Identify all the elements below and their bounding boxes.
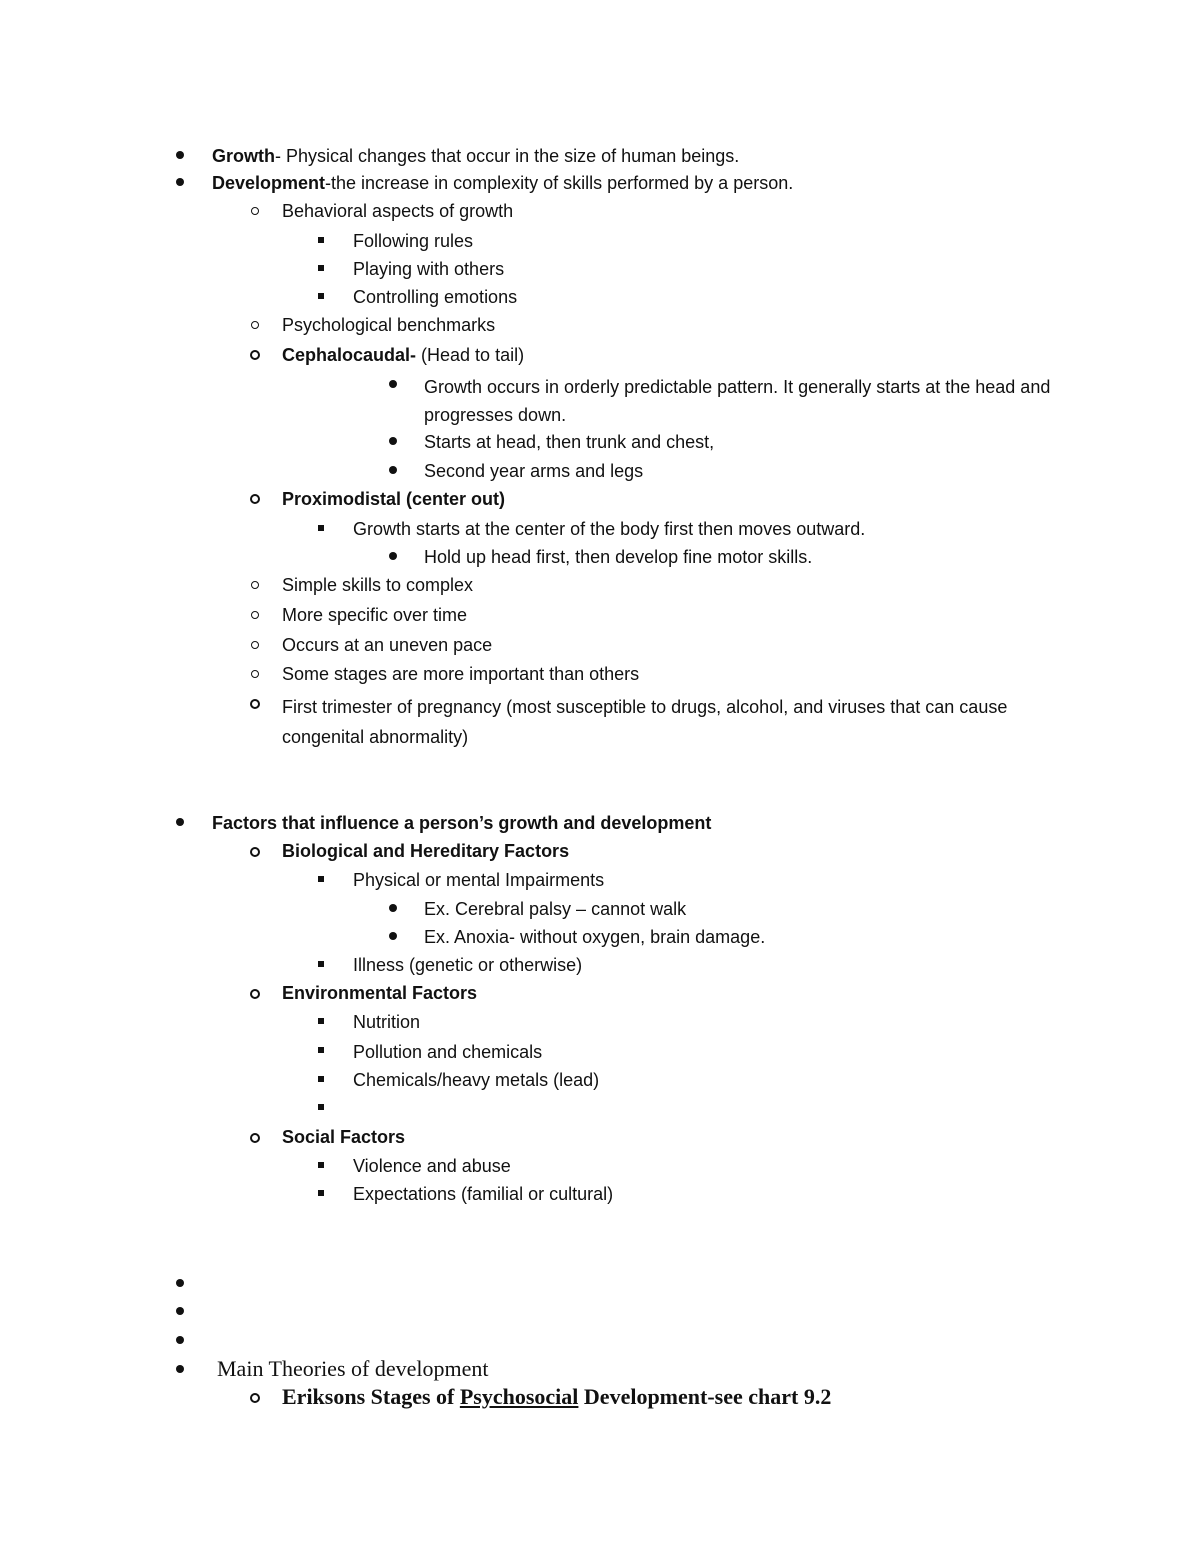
bullet-square-icon [318,525,324,531]
bullet-disc-icon [176,818,184,826]
list-item: Simple skills to complex [282,575,474,595]
bullet-circle-icon [251,581,259,589]
list-item: Starts at head, then trunk and chest, [424,432,715,452]
bullet-disc-icon [389,932,397,940]
list-item: Ex. Cerebral palsy – cannot walk [424,899,687,919]
bullet-circle-icon [250,350,260,360]
bullet-square-icon [318,293,324,299]
development-definition: -the increase in complexity of skills performed by a person. [325,173,794,193]
bullet-square-icon [318,1104,324,1110]
list-item: First trimester of pregnancy (most susceptible to drugs, alcohol, and viruses that can cause congenital abnormality) [282,697,1008,747]
bullet-square-icon [318,1190,324,1196]
bullet-circle-icon [250,1133,260,1143]
bullet-disc-icon [176,178,184,186]
bullet-circle-icon [250,494,260,504]
growth-definition: - Physical changes that occur in the size of human beings. [275,146,740,166]
bullet-circle-icon [251,321,259,329]
list-item: Following rules [353,231,474,251]
psychosocial-link: Psychosocial [459,1384,579,1409]
list-item: Growth starts at the center of the body first then moves outward. [353,519,866,539]
list-item: Growth occurs in orderly predictable pattern. It generally starts at the head and progresses down. [424,377,1051,425]
list-item: Second year arms and legs [424,461,644,481]
list-item: Ex. Anoxia- without oxygen, brain damage. [424,927,766,947]
bullet-square-icon [318,237,324,243]
biological-factors: Biological and Hereditary Factors [282,841,570,861]
bullet-disc-icon [176,1279,184,1287]
erikson-pre: Eriksons Stages of [282,1384,460,1409]
list-item: Chemicals/heavy metals (lead) [353,1070,600,1090]
bullet-disc-icon [389,466,397,474]
cephalocaudal-item [282,343,524,367]
list-item: Expectations (familial or cultural) [353,1184,614,1204]
list-item: Some stages are more important than others [282,664,640,684]
list-item: Pollution and chemicals [353,1042,543,1062]
proximodistal-term: Proximodistal (center out) [282,489,506,509]
cephalocaudal-desc: (Head to tail) [416,345,525,365]
list-item: Playing with others [353,259,505,279]
list-item: Violence and abuse [353,1156,511,1176]
bullet-disc-icon [389,437,397,445]
theories-heading: Main Theories of development [217,1356,489,1381]
list-item: More specific over time [282,605,468,625]
bullet-circle-icon [251,641,259,649]
erikson-item [282,1383,831,1411]
bullet-square-icon [318,1018,324,1024]
development-item [212,171,793,195]
bullet-circle-icon [251,670,259,678]
bullet-square-icon [318,876,324,882]
bullet-disc-icon [176,1365,184,1373]
growth-item [212,144,739,168]
environmental-factors: Environmental Factors [282,983,478,1003]
bullet-square-icon [318,961,324,967]
bullet-square-icon [318,1047,324,1053]
bullet-circle-icon [250,1393,260,1403]
bullet-square-icon [318,1076,324,1082]
growth-term: Growth [212,146,275,166]
social-factors: Social Factors [282,1127,406,1147]
bullet-disc-icon [176,151,184,159]
bullet-circle-icon [251,207,259,215]
bullet-disc-icon [176,1336,184,1344]
factors-heading: Factors that influence a person’s growth and development [212,813,712,833]
psychological-benchmarks: Psychological benchmarks [282,315,496,335]
list-item: Occurs at an uneven pace [282,635,493,655]
cephalocaudal-term: Cephalocaudal- [282,345,417,365]
list-item: Physical or mental Impairments [353,870,605,890]
bullet-disc-icon [176,1307,184,1315]
list-item: Controlling emotions [353,287,518,307]
erikson-post: Development-see chart 9.2 [578,1384,832,1409]
list-item: Nutrition [353,1012,421,1032]
bullet-circle-icon [250,989,260,999]
list-item: Illness (genetic or otherwise) [353,955,583,975]
bullet-square-icon [318,1162,324,1168]
bullet-disc-icon [389,552,397,560]
behavioral-aspects: Behavioral aspects of growth [282,201,514,221]
bullet-disc-icon [389,380,397,388]
list-item: Hold up head first, then develop fine motor skills. [424,547,813,567]
development-term: Development [212,173,326,193]
bullet-square-icon [318,265,324,271]
bullet-circle-icon [250,699,260,709]
bullet-circle-icon [251,611,259,619]
bullet-disc-icon [389,904,397,912]
bullet-circle-icon [250,847,260,857]
